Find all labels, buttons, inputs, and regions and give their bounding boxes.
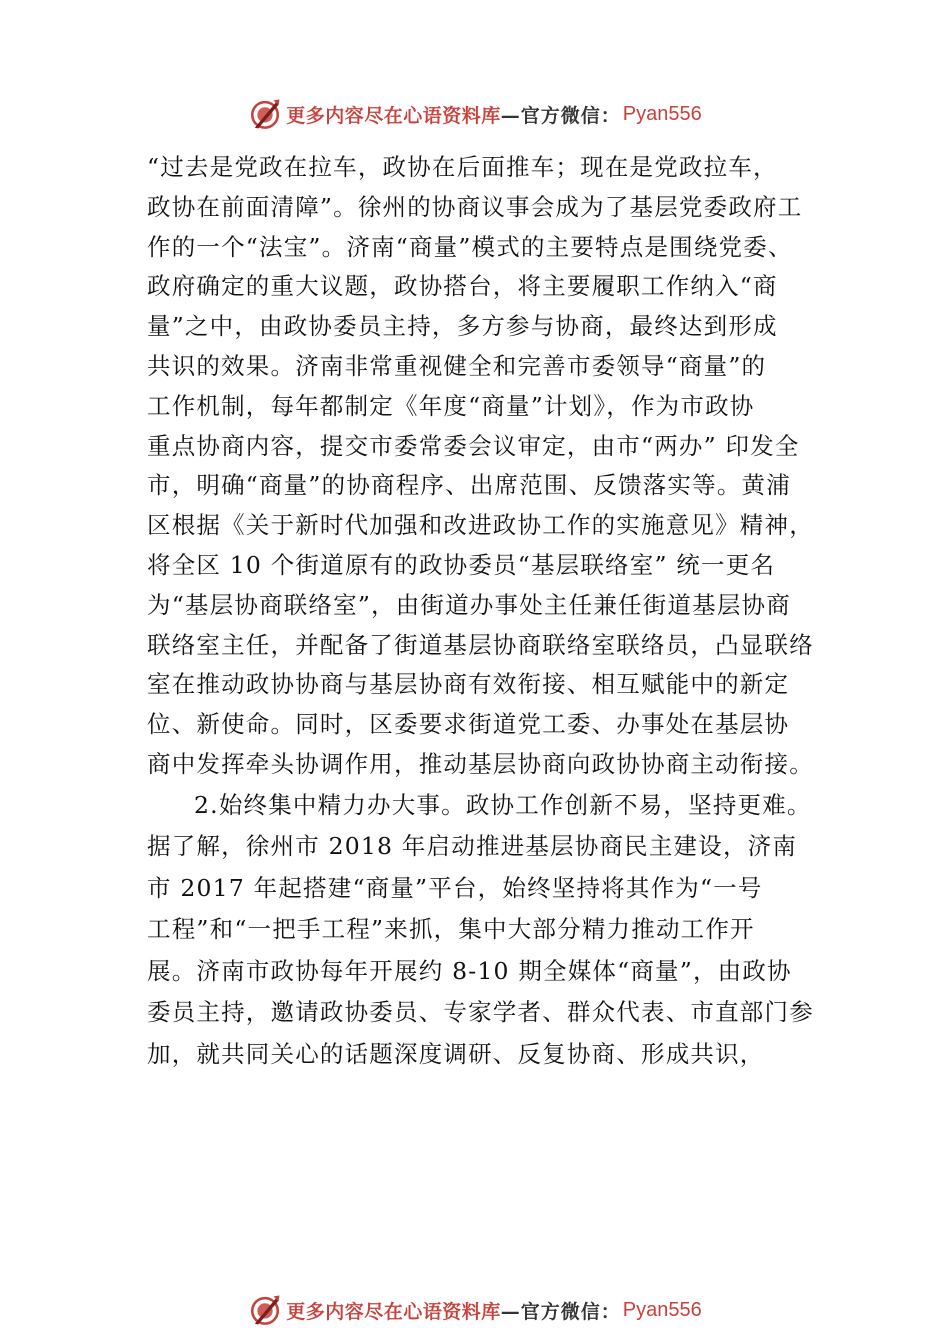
text-line: 政协在前面清障”。徐州的协商议事会成为了基层党委政府工 bbox=[147, 192, 803, 221]
header-banner bbox=[0, 94, 950, 134]
text-line: 据了解，徐州市 2018 年启动推进基层协商民主建设，济南 bbox=[147, 832, 798, 861]
text-line: 将全区 10 个街道原有的政协委员“基层联络室” 统一更名 bbox=[147, 550, 776, 579]
text-line: 作的一个“法宝”。济南“商量”模式的主要特点是围绕党委、 bbox=[147, 232, 793, 261]
text-line: 共识的效果。济南非常重视健全和完善市委领导“商量”的 bbox=[147, 351, 767, 380]
document-body bbox=[147, 148, 827, 1075]
text-line: 市，明确“商量”的协商程序、出席范围、反馈落实等。黄浦 bbox=[147, 471, 791, 500]
footer-banner-main: 更多内容尽在心语资料库 bbox=[286, 1300, 501, 1323]
footer-banner bbox=[0, 1290, 950, 1330]
text-line: 室在推动政协协商与基层协商有效衔接、相互赋能中的新定 bbox=[147, 670, 790, 699]
text-line: 商中发挥牵头协调作用，推动基层协商向政协协商主动衔接。 bbox=[147, 749, 814, 778]
text-line: 加，就共同关心的话题深度调研、反复协商、形成共识， bbox=[147, 1039, 765, 1068]
header-banner-handle: Pyan556 bbox=[622, 102, 702, 125]
text-line: 2.始终集中精力办大事。政协工作创新不易，坚持更难。 bbox=[194, 790, 812, 819]
header-banner-sub: —官方微信： bbox=[500, 104, 621, 127]
text-line: 政府确定的重大议题，政协搭台，将主要履职工作纳入“商 bbox=[147, 272, 778, 301]
header-banner-main: 更多内容尽在心语资料库 bbox=[286, 104, 501, 127]
quill-seal-icon bbox=[248, 1293, 282, 1327]
text-line: 重点协商内容，提交市委常委会议审定，由市“两办” 印发全 bbox=[147, 431, 800, 460]
paragraph-1 bbox=[147, 148, 827, 785]
text-line: 区根据《关于新时代加强和改进政协工作的实施意见》精神， bbox=[147, 511, 814, 540]
paragraph-2 bbox=[147, 785, 827, 1076]
text-line: 工作机制，每年都制定《年度“商量”计划》，作为市政协 bbox=[147, 391, 755, 420]
text-line: 市 2017 年起搭建“商量”平台，始终坚持将其作为“一号 bbox=[147, 873, 763, 902]
quill-seal-icon bbox=[248, 97, 282, 131]
text-line: 为“基层协商联络室”，由街道办事处主任兼任街道基层协商 bbox=[147, 590, 791, 619]
text-line: 联络室主任，并配备了街道基层协商联络室联络员，凸显联络 bbox=[147, 630, 814, 659]
text-line: 工程”和“一把手工程”来抓，集中大部分精力推动工作开 bbox=[147, 915, 755, 944]
footer-banner-sub: —官方微信： bbox=[500, 1300, 621, 1323]
text-line: 量”之中，由政协委员主持，多方参与协商，最终达到形成 bbox=[147, 312, 778, 341]
text-line: 展。济南市政协每年开展约 8-10 期全媒体“商量”，由政协 bbox=[147, 956, 792, 985]
text-line: “过去是党政在拉车，政协在后面推车；现在是党政拉车， bbox=[147, 153, 778, 181]
text-line: 委员主持，邀请政协委员、专家学者、群众代表、市直部门参 bbox=[147, 998, 814, 1027]
text-line: 位、新使命。同时，区委要求街道党工委、办事处在基层协 bbox=[147, 710, 790, 739]
footer-banner-handle: Pyan556 bbox=[622, 1298, 702, 1321]
